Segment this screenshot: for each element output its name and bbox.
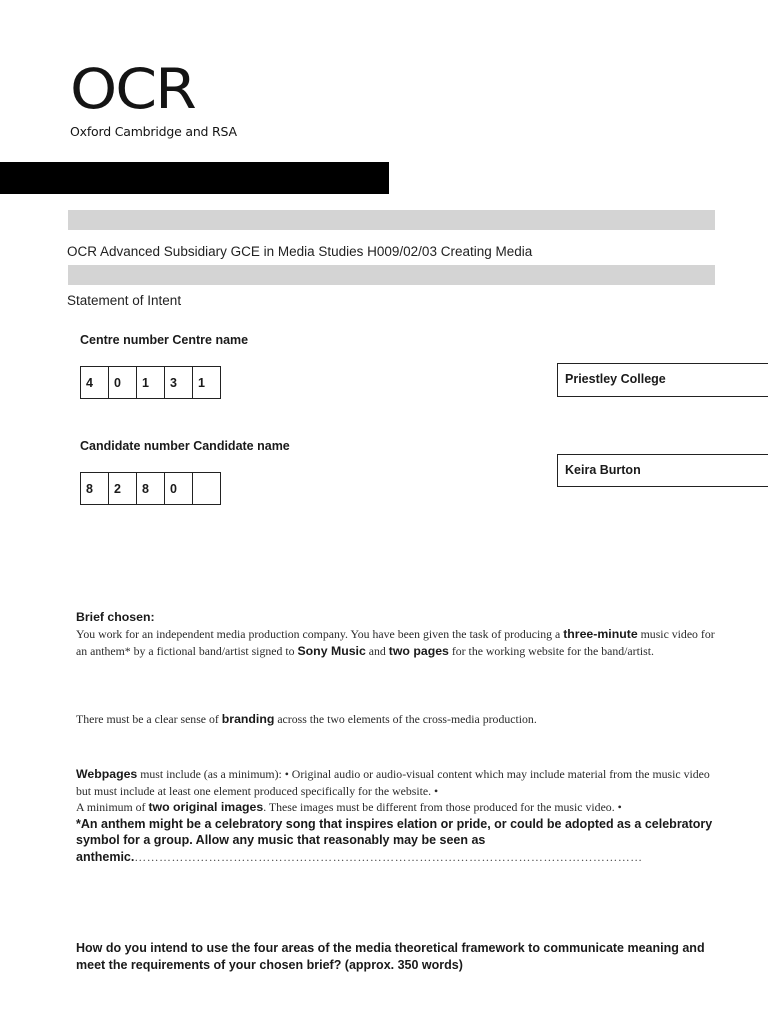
brief-emphasis: branding <box>221 712 275 726</box>
brief-emphasis: Sony Music <box>297 643 366 658</box>
brief-text: You work for an independent media production company. You have been given the task of producing a <box>76 627 564 641</box>
centre-digit[interactable]: 1 <box>136 366 165 399</box>
brief-text: A minimum of <box>76 800 149 814</box>
candidate-label: Candidate number Candidate name <box>80 439 290 453</box>
qualification-title: OCR Advanced Subsidiary GCE in Media Studies H009/02/03 Creating Media <box>67 244 533 259</box>
brief-paragraph-2 <box>76 711 716 728</box>
brief-emphasis: two original images <box>148 800 264 814</box>
brief-paragraph-1 <box>76 626 716 659</box>
header-black-bar <box>0 162 389 194</box>
candidate-name-field[interactable]: Keira Burton <box>557 454 768 487</box>
brief-emphasis: three-minute <box>563 627 638 641</box>
brief-text: for the working website for the band/artist. <box>448 643 654 658</box>
centre-digit[interactable]: 3 <box>164 366 193 399</box>
anthem-note: *An anthem might be a celebratory song that inspires elation or pride, or could be adopted as a celebratory symbol for a group. Allow any music that reasonably may be seen as anthemic. <box>76 816 713 864</box>
centre-name-field[interactable]: Priestley College <box>557 363 768 397</box>
candidate-digit[interactable]: 2 <box>108 472 137 505</box>
candidate-digit[interactable]: 8 <box>136 472 165 505</box>
brief-emphasis: two pages <box>388 643 449 658</box>
brief-emphasis: Webpages <box>76 767 138 781</box>
statement-title: Statement of Intent <box>67 293 182 308</box>
brief-heading: Brief chosen: <box>76 610 155 624</box>
logo-mark: OCR <box>70 57 195 122</box>
brief-text: music video for an anthem* by a fictional band/artist signed to <box>76 627 715 658</box>
centre-label: Centre number Centre name <box>80 333 249 347</box>
centre-number-boxes <box>80 366 221 399</box>
candidate-digit[interactable] <box>192 472 221 505</box>
framework-question: How do you intend to use the four areas of the media theoretical framework to communicate meaning and meet the requirements of your chosen brief? (approx. 350 words) <box>76 941 705 972</box>
brief-text: and <box>365 643 389 658</box>
centre-digit[interactable]: 0 <box>108 366 137 399</box>
brief-text: must include (as a minimum): • Original audio or audio-visual content which may include material from the music video but must include at least one element produced specifically for the website. • <box>76 767 710 798</box>
grey-divider-2 <box>68 265 715 285</box>
candidate-number-boxes <box>80 472 221 505</box>
candidate-digit[interactable]: 0 <box>164 472 193 505</box>
brief-text: . These images must be different from those produced for the music video. • <box>263 800 622 814</box>
logo-subtitle: Oxford Cambridge and RSA <box>70 124 237 139</box>
candidate-digit[interactable]: 8 <box>80 472 109 505</box>
centre-digit[interactable]: 1 <box>192 366 221 399</box>
dotted-line: …………………………………………………………………………………………………………… <box>134 849 643 864</box>
brief-paragraph-3 <box>76 766 716 865</box>
grey-divider-1 <box>68 210 715 230</box>
centre-digit[interactable]: 4 <box>80 366 109 399</box>
ocr-logo <box>70 57 240 140</box>
brief-text: across the two elements of the cross-media production. <box>274 712 537 726</box>
brief-text: There must be a clear sense of <box>76 712 222 726</box>
